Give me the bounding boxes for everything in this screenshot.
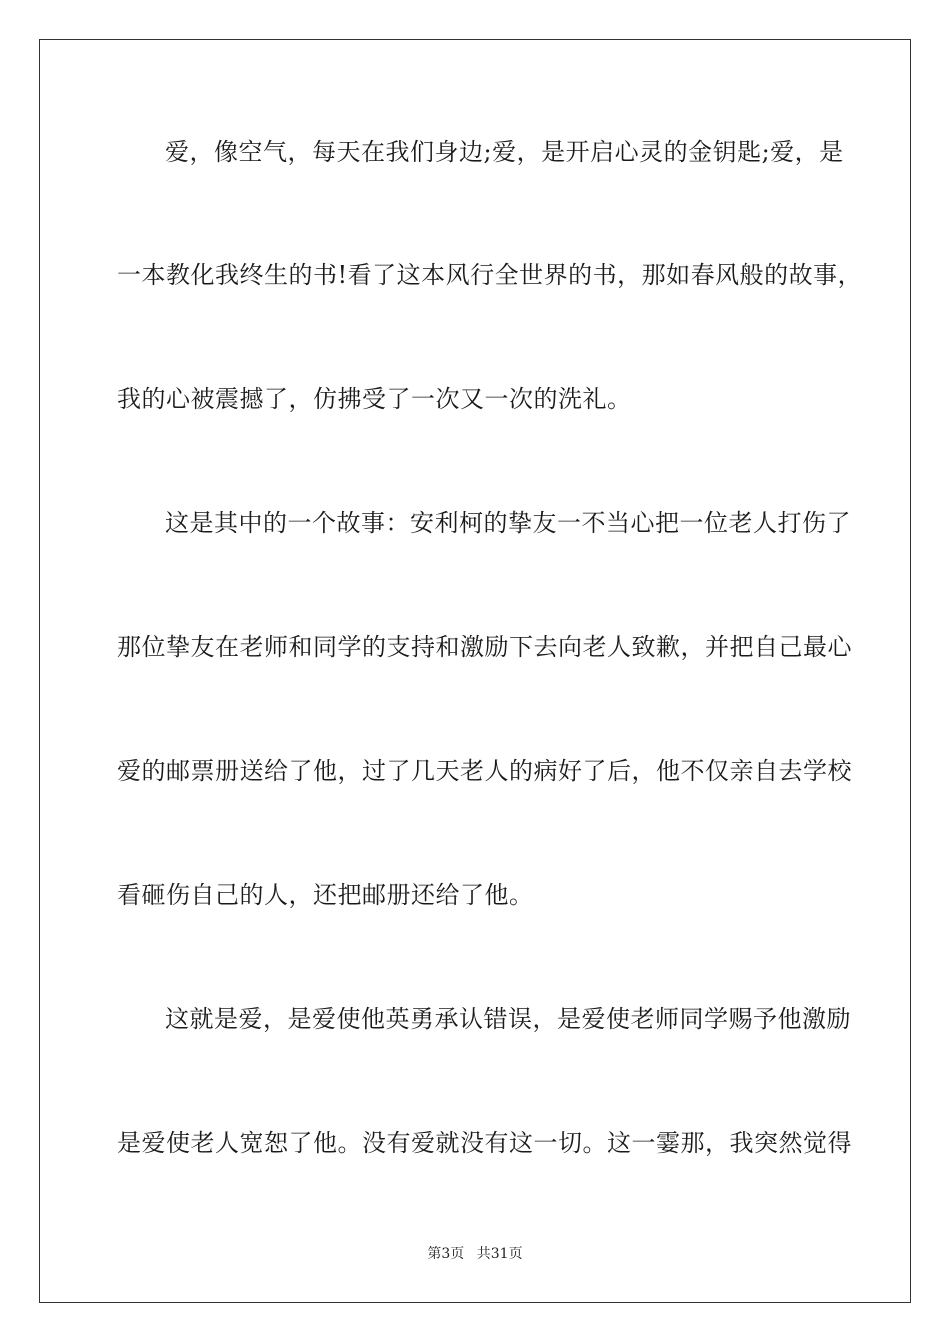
paragraph-2-line-2: 那位挚友在老师和同学的支持和激励下去向老人致歉，并把自己最心	[117, 633, 852, 661]
paragraph-2-line-1: 这是其中的一个故事：安利柯的挚友一不当心把一位老人打伤了	[165, 509, 851, 537]
paragraph-3-line-2: 是爱使老人宽恕了他。没有爱就没有这一切。这一霎那，我突然觉得	[117, 1129, 852, 1157]
paragraph-1-line-2: 一本教化我终生的书!看了这本风行全世界的书，那如春风般的故事，	[117, 261, 863, 289]
current-page-number: 第3页	[427, 1246, 465, 1262]
total-page-count: 共31页	[476, 1246, 523, 1262]
paragraph-1-line-1: 爱，像空气，每天在我们身边;爱，是开启心灵的金钥匙;爱，是	[165, 138, 844, 166]
paragraph-2-line-3: 爱的邮票册送给了他，过了几天老人的病好了后，他不仅亲自去学校	[117, 757, 852, 785]
paragraph-1-line-3: 我的心被震撼了，仿拂受了一次又一次的洗礼。	[117, 385, 632, 413]
page-border	[39, 39, 911, 1303]
page-footer	[0, 1245, 950, 1263]
paragraph-3-line-1: 这就是爱，是爱使他英勇承认错误，是爱使老师同学赐予他激励	[165, 1005, 851, 1033]
paragraph-2-line-4: 看砸伤自己的人，还把邮册还给了他。	[117, 881, 534, 909]
